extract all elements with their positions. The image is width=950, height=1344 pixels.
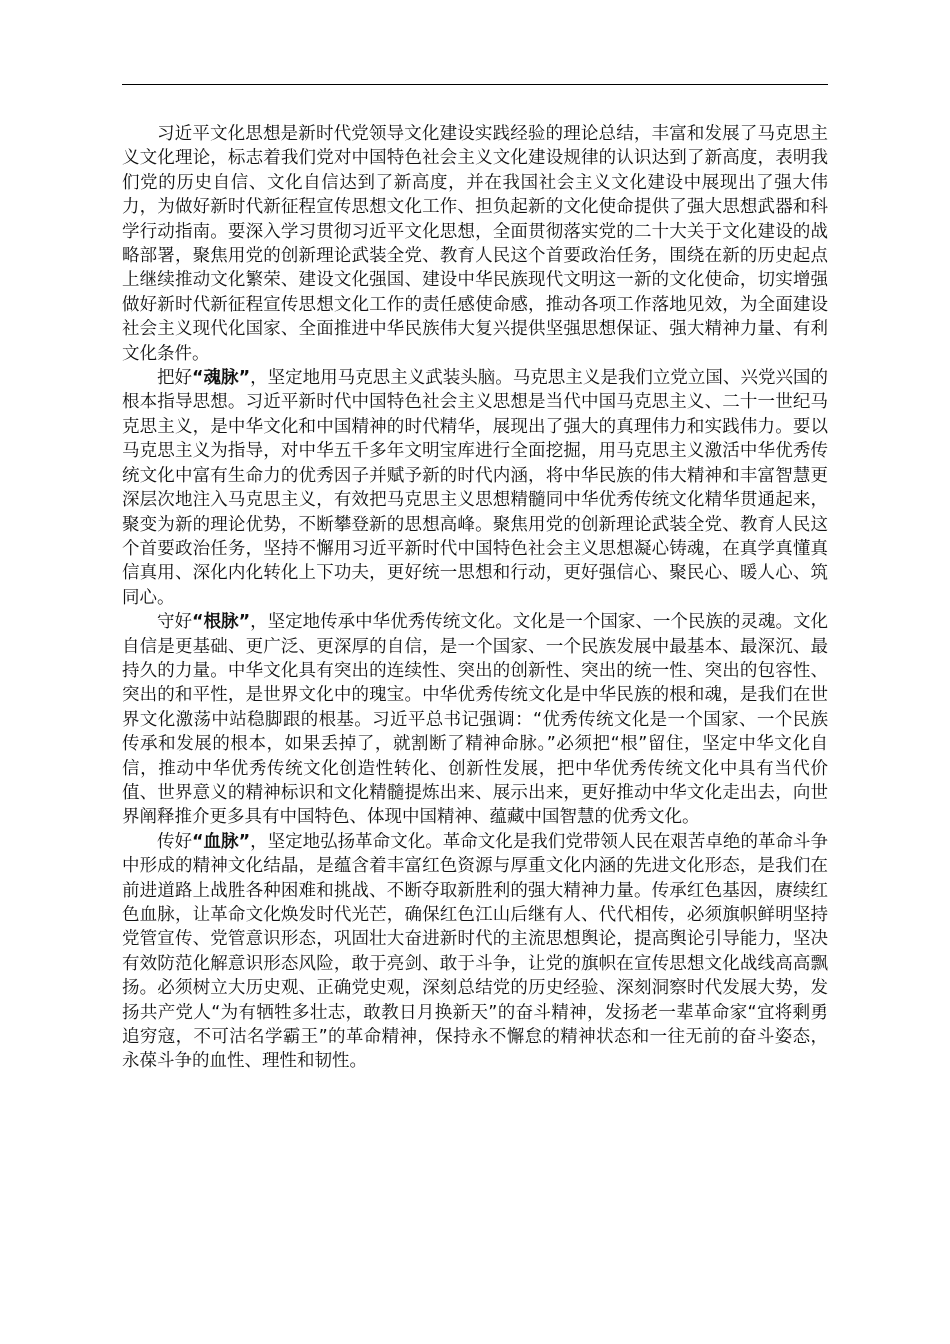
paragraph-soul-vein-text: ，坚定地用马克思主义武装头脑。马克思主义是我们立党立国、兴党兴国的根本指导思想。习近平新时代中国特色社会主义思想是当代中国马克思主义、二十一世纪马克思主义，是中华文化和中国精神的时代精华，展现出了强大的真理伟力和实践伟力。要以马克思主义为指导，对中华五千多年文明宝库进行全面挖掘，用马克思主义激活中华优秀传统文化中富有生命力的优秀因子并赋予新的时代内涵，将中华民族的伟大精神和丰富智慧更深层次地注入马克思主义，有效把马克思主义思想精髓同中华优秀传统文化精华贯通起来，聚变为新的理论优势，不断攀登新的思想高峰。聚焦用党的创新理论武装全党、教育人民这个首要政治任务，坚持不懈用习近平新时代中国特色社会主义思想凝心铸魂，在真学真懂真信真用、深化内化转化上下功夫，更好统一思想和行动，更好强信心、聚民心、暖人心、筑同心。: [122, 368, 828, 608]
paragraph-intro: [122, 122, 828, 366]
paragraph-blood-vein-text: ，坚定地弘扬革命文化。革命文化是我们党带领人民在艰苦卓绝的革命斗争中形成的精神文化结晶，是蕴含着丰富红色资源与厚重文化内涵的先进文化形态，是我们在前进道路上战胜各种困难和挑战、不断夺取新胜利的强大精神力量。传承红色基因，赓续红色血脉，让革命文化焕发时代光芒，确保红色江山后继有人、代代相传，必须旗帜鲜明坚持党管宣传、党管意识形态，巩固壮大奋进新时代的主流思想舆论，提高舆论引导能力，坚决有效防范化解意识形态风险，敢于亮剑、敢于斗争，让党的旗帜在宣传思想文化战线高高飘扬。必须树立大历史观、正确党史观，深刻总结党的历史经验、深刻洞察时代发展大势，发扬共产党人“为有牺牲多壮志，敢教日月换新天”的奋斗精神，发扬老一辈革命家“宜将剩勇追穷寇，不可沽名学霸王”的革命精神，保持永不懈怠的精神状态和一往无前的奋斗姿态，永葆斗争的血性、理性和韧性。: [122, 831, 828, 1072]
article-body: [122, 122, 828, 1074]
paragraph-intro-text: 习近平文化思想是新时代党领导文化建设实践经验的理论总结，丰富和发展了马克思主义文化理论，标志着我们党对中国特色社会主义文化建设规律的认识达到了新高度，表明我们党的历史自信、文化自信达到了新高度，并在我国社会主义文化建设中展现出了强大伟力，为做好新时代新征程宣传思想文化工作、担负起新的文化使命提供了强大思想武器和科学行动指南。要深入学习贯彻习近平文化思想，全面贯彻落实党的二十大关于文化建设的战略部署，聚焦用党的创新理论武装全党、教育人民这个首要政治任务，围绕在新的历史起点上继续推动文化繁荣、建设文化强国、建设中华民族现代文明这一新的文化使命，切实增强做好新时代新征程宣传思想文化工作的责任感使命感，推动各项工作落地见效，为全面建设社会主义现代化国家、全面推进中华民族伟大复兴提供坚强思想保证、强大精神力量、有利文化条件。: [122, 124, 828, 364]
paragraph-blood-vein-keyword: “血脉”: [192, 831, 251, 852]
paragraph-blood-vein-lead: 传好: [157, 831, 193, 852]
header-rule: [122, 84, 828, 85]
paragraph-root-vein-text: ，坚定地传承中华优秀传统文化。文化是一个国家、一个民族的灵魂。文化自信是更基础、更广泛、更深厚的自信，是一个国家、一个民族发展中最基本、最深沉、最持久的力量。中华文化具有突出的连续性、突出的创新性、突出的统一性、突出的包容性、突出的和平性，是世界文化中的瑰宝。中华优秀传统文化是中华民族的根和魂，是我们在世界文化激荡中站稳脚跟的根基。习近平总书记强调：“优秀传统文化是一个国家、一个民族传承和发展的根本，如果丢掉了，就割断了精神命脉。”必须把“根”留住，坚定中华文化自信，推动中华优秀传统文化创造性转化、创新性发展，把中华优秀传统文化中具有当代价值、世界意义的精神标识和文化精髓提炼出来、展示出来，更好推动中华文化走出去，向世界阐释推介更多具有中国特色、体现中国精神、蕴藏中国智慧的优秀文化。: [122, 612, 828, 828]
paragraph-soul-vein-keyword: “魂脉”: [192, 368, 251, 389]
paragraph-root-vein: [122, 610, 828, 830]
paragraph-root-vein-lead: 守好: [157, 612, 193, 633]
paragraph-soul-vein-lead: 把好: [157, 368, 193, 389]
paragraph-blood-vein: [122, 830, 828, 1074]
paragraph-root-vein-keyword: “根脉”: [192, 612, 251, 633]
paragraph-soul-vein: [122, 366, 828, 610]
